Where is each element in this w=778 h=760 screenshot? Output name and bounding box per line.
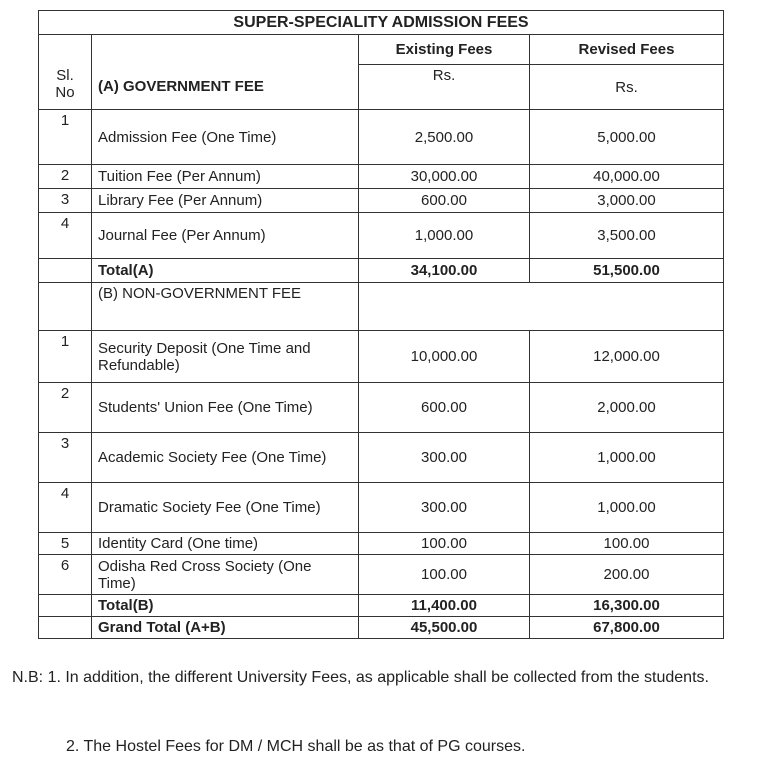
table-row <box>39 383 724 433</box>
revised-cell: 5,000.00 <box>530 110 724 165</box>
total-b-label: Total(B) <box>92 595 359 617</box>
note-1: N.B: 1. In addition, the different University Fees, as applicable shall be collected from the students. <box>12 669 709 686</box>
sl-header: Sl. No <box>39 65 92 110</box>
table-row <box>39 331 724 383</box>
total-a-label: Total(A) <box>92 259 359 283</box>
item-cell: Journal Fee (Per Annum) <box>92 213 359 259</box>
table-title: SUPER-SPECIALITY ADMISSION FEES <box>39 11 724 35</box>
grand-total-revised: 67,800.00 <box>530 617 724 639</box>
fees-table <box>38 10 724 639</box>
existing-cell: 2,500.00 <box>359 110 530 165</box>
grand-total-existing: 45,500.00 <box>359 617 530 639</box>
item-cell: Academic Society Fee (One Time) <box>92 433 359 483</box>
existing-header: Existing Fees <box>359 35 530 65</box>
table-row <box>39 165 724 189</box>
sl-cell: 3 <box>39 433 92 483</box>
item-cell: Identity Card (One time) <box>92 533 359 555</box>
note-2: 2. The Hostel Fees for DM / MCH shall be as that of PG courses. <box>66 738 526 755</box>
sl-cell: 4 <box>39 213 92 259</box>
existing-cell: 600.00 <box>359 189 530 213</box>
total-b-existing: 11,400.00 <box>359 595 530 617</box>
item-cell: Security Deposit (One Time and Refundable) <box>92 331 359 383</box>
table-row <box>39 555 724 595</box>
total-a-revised: 51,500.00 <box>530 259 724 283</box>
table-row <box>39 483 724 533</box>
sl-cell: 5 <box>39 533 92 555</box>
revised-cell: 100.00 <box>530 533 724 555</box>
sl-cell: 1 <box>39 110 92 165</box>
total-b-revised: 16,300.00 <box>530 595 724 617</box>
revised-cell: 2,000.00 <box>530 383 724 433</box>
existing-cell: 600.00 <box>359 383 530 433</box>
table-row <box>39 213 724 259</box>
sl-cell: 4 <box>39 483 92 533</box>
revised-header: Revised Fees <box>530 35 724 65</box>
revised-cell: 12,000.00 <box>530 331 724 383</box>
existing-cell: 30,000.00 <box>359 165 530 189</box>
total-a-existing: 34,100.00 <box>359 259 530 283</box>
section-a-heading: (A) GOVERNMENT FEE <box>92 65 359 110</box>
sl-cell: 6 <box>39 555 92 595</box>
item-cell: Admission Fee (One Time) <box>92 110 359 165</box>
item-cell: Library Fee (Per Annum) <box>92 189 359 213</box>
sl-cell: 3 <box>39 189 92 213</box>
sl-cell: 2 <box>39 165 92 189</box>
revised-cell: 1,000.00 <box>530 483 724 533</box>
item-cell: Dramatic Society Fee (One Time) <box>92 483 359 533</box>
currency: Rs. <box>530 65 724 110</box>
item-cell: Odisha Red Cross Society (One Time) <box>92 555 359 595</box>
existing-cell: 100.00 <box>359 555 530 595</box>
existing-cell: 10,000.00 <box>359 331 530 383</box>
sl-cell: 1 <box>39 331 92 383</box>
existing-cell: 100.00 <box>359 533 530 555</box>
revised-cell: 3,000.00 <box>530 189 724 213</box>
currency: Rs. <box>359 65 530 110</box>
item-cell: Students' Union Fee (One Time) <box>92 383 359 433</box>
table-row <box>39 433 724 483</box>
existing-cell: 1,000.00 <box>359 213 530 259</box>
existing-cell: 300.00 <box>359 483 530 533</box>
existing-cell: 300.00 <box>359 433 530 483</box>
table-row <box>39 110 724 165</box>
revised-cell: 3,500.00 <box>530 213 724 259</box>
revised-cell: 1,000.00 <box>530 433 724 483</box>
section-b-heading: (B) NON-GOVERNMENT FEE <box>92 283 359 331</box>
table-row <box>39 533 724 555</box>
grand-total-label: Grand Total (A+B) <box>92 617 359 639</box>
table-row <box>39 189 724 213</box>
sl-cell: 2 <box>39 383 92 433</box>
revised-cell: 200.00 <box>530 555 724 595</box>
revised-cell: 40,000.00 <box>530 165 724 189</box>
item-cell: Tuition Fee (Per Annum) <box>92 165 359 189</box>
